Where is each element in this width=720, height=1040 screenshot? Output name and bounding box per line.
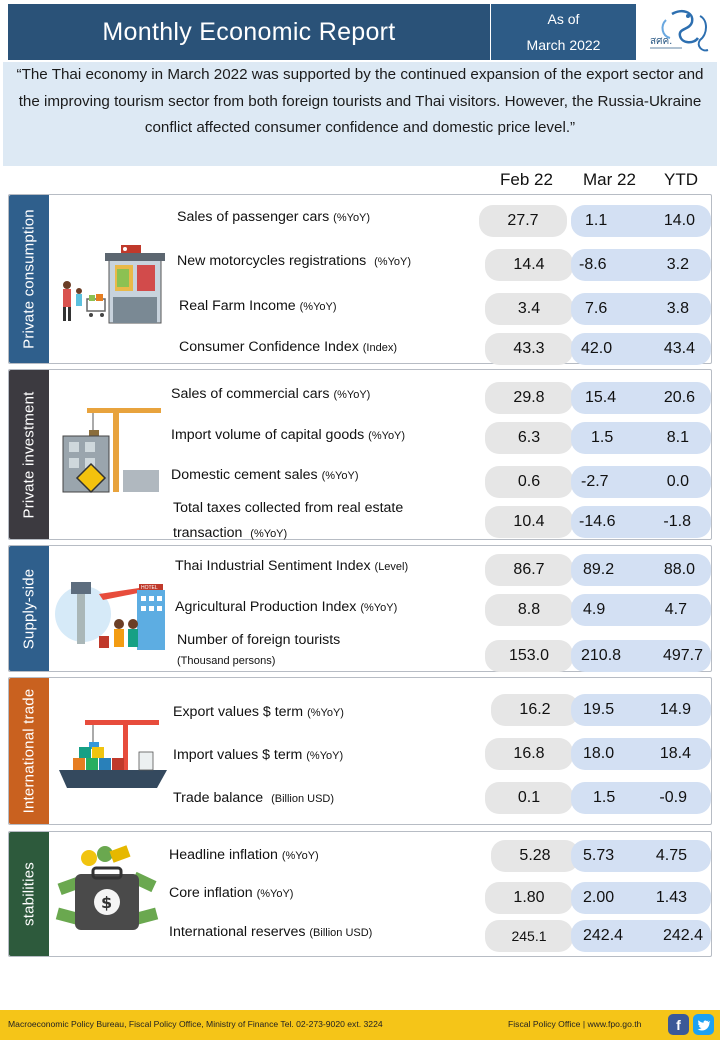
shopping-store-icon (53, 239, 173, 329)
row-label: Domestic cement sales (%YoY) (171, 467, 359, 483)
twitter-icon[interactable] (693, 1014, 714, 1035)
airport-travel-icon (53, 564, 173, 664)
value-feb: 86.7 (485, 554, 573, 586)
row-label: Agricultural Production Index (%YoY) (175, 599, 398, 615)
footer-website[interactable]: Fiscal Policy Office | www.fpo.go.th (508, 1019, 642, 1029)
section-label-stabilities: stabilities (9, 832, 49, 956)
row-label: Trade balance (Billion USD) (173, 790, 335, 806)
value-feb: 14.4 (485, 249, 573, 281)
column-header-ytd: YTD (664, 170, 698, 189)
value-mar-ytd: -14.6 -1.8 (571, 506, 711, 538)
as-of-date (491, 4, 636, 60)
cargo-ship-icon (53, 716, 173, 796)
section-stabilities (8, 831, 712, 957)
row-label: New motorcycles registrations (%YoY) (177, 253, 412, 269)
value-feb: 10.4 (485, 506, 573, 538)
value-mar-ytd: 42.0 43.4 (571, 333, 711, 365)
section-international-trade (8, 677, 712, 825)
value-feb: 245.1 (485, 920, 573, 952)
value-feb: 0.6 (485, 466, 573, 498)
row-label: Headline inflation (%YoY) (169, 847, 319, 863)
row-label: Thai Industrial Sentiment Index (Level) (175, 558, 409, 574)
footer-contact: Macroeconomic Policy Bureau, Fiscal Policy Office, Ministry of Finance Tel. 02-273-9020 ext. 3224 (8, 1019, 383, 1029)
column-header-mar: Mar 22 (583, 170, 636, 189)
value-feb: 16.2 (491, 694, 579, 726)
money-bag-icon (53, 840, 163, 948)
section-supply-side (8, 545, 712, 672)
facebook-icon[interactable]: f (668, 1014, 689, 1035)
column-header-feb: Feb 22 (500, 170, 553, 189)
value-feb: 27.7 (479, 205, 567, 237)
value-mar-ytd: 19.5 14.9 (571, 694, 711, 726)
footer (0, 1010, 720, 1040)
value-feb: 153.0 (485, 640, 573, 672)
row-label: International reserves (Billion USD) (169, 924, 373, 940)
value-feb: 0.1 (485, 782, 573, 814)
value-mar-ytd: -2.7 0.0 (571, 466, 711, 498)
value-feb: 43.3 (485, 333, 573, 365)
value-feb: 16.8 (485, 738, 573, 770)
summary-quote-text: “The Thai economy in March 2022 was supported by the continued expansion of the export sector and the improving tourism sector from both foreign tourists and Thai visitors. However, the Russia-Ukraine conflict affected consumer confidence and domestic price level.” (16, 66, 704, 136)
hotel-sign: HOTEL (141, 585, 158, 591)
logo-text: สศค. (650, 36, 673, 47)
row-label: Core inflation (%YoY) (169, 885, 294, 901)
value-mar-ytd: 15.4 20.6 (571, 382, 711, 414)
report-title: Monthly Economic Report (8, 4, 490, 60)
section-private-consumption (8, 194, 712, 364)
value-feb: 5.28 (491, 840, 579, 872)
section-label-private-investment: Private investment (9, 370, 49, 539)
fpo-logo (638, 4, 720, 60)
section-label-international-trade: International trade (9, 678, 49, 824)
row-label: Export values $ term (%YoY) (173, 704, 344, 720)
row-label: Total taxes collected from real estate transaction (%YoY) (173, 500, 404, 541)
construction-crane-icon (53, 400, 163, 500)
value-mar-ytd: 242.4 242.4 (571, 920, 711, 952)
value-mar-ytd: 210.8 497.7 (571, 640, 711, 672)
value-mar-ytd: 5.73 4.75 (571, 840, 711, 872)
value-mar-ytd: 1.1 14.0 (571, 205, 711, 237)
fpo-logo-icon (642, 6, 716, 58)
row-label: Sales of passenger cars (%YoY) (177, 209, 371, 225)
value-feb: 3.4 (485, 293, 573, 325)
svg-text:$: $ (101, 893, 113, 912)
value-feb: 29.8 (485, 382, 573, 414)
as-of-label: As of (547, 11, 580, 27)
value-mar-ytd: 2.00 1.43 (571, 882, 711, 914)
value-mar-ytd: 1.5 -0.9 (571, 782, 711, 814)
value-feb: 6.3 (485, 422, 573, 454)
section-private-investment (8, 369, 712, 540)
as-of-month: March 2022 (526, 37, 601, 53)
summary-quote (3, 62, 717, 166)
value-mar-ytd: 1.5 8.1 (571, 422, 711, 454)
row-label: Import volume of capital goods (%YoY) (171, 427, 406, 443)
value-feb: 1.80 (485, 882, 573, 914)
report-header (8, 4, 720, 60)
row-label: Import values $ term (%YoY) (173, 747, 344, 763)
row-label: Number of foreign tourists (Thousand persons) (177, 632, 341, 667)
value-feb: 8.8 (485, 594, 573, 626)
value-mar-ytd: 18.0 18.4 (571, 738, 711, 770)
value-mar-ytd: 89.2 88.0 (571, 554, 711, 586)
row-label: Sales of commercial cars (%YoY) (171, 386, 371, 402)
value-mar-ytd: 4.9 4.7 (571, 594, 711, 626)
value-mar-ytd: 7.6 3.8 (571, 293, 711, 325)
row-label: Real Farm Income (%YoY) (179, 298, 337, 314)
section-label-private-consumption: Private consumption (9, 195, 49, 363)
row-label: Consumer Confidence Index (Index) (179, 339, 398, 355)
value-mar-ytd: -8.6 3.2 (571, 249, 711, 281)
section-label-supply-side: Supply-side (9, 546, 49, 671)
